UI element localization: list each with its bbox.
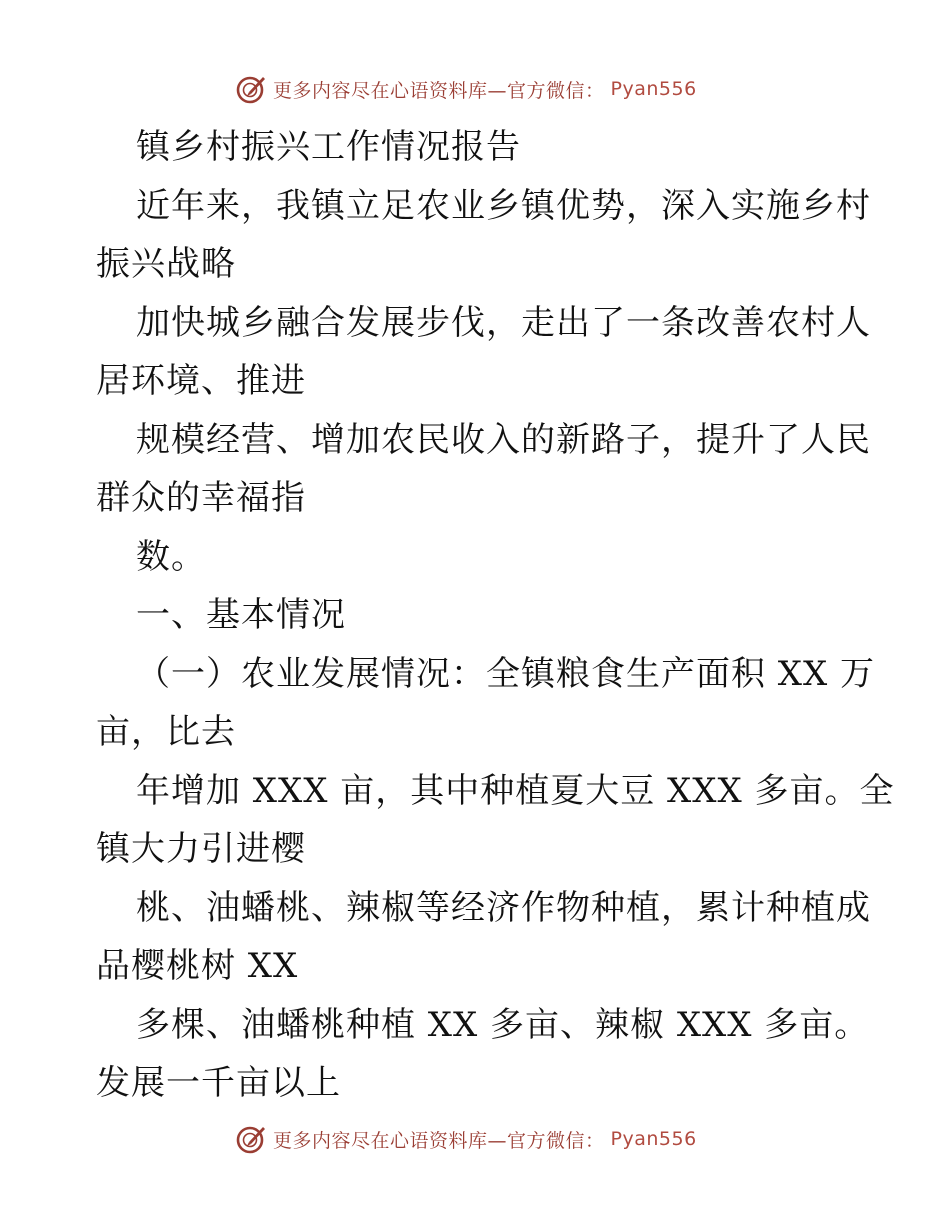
section-heading: 一、基本情况: [136, 595, 346, 635]
watermark-text: 更多内容尽在心语资料库—官方微信：: [273, 79, 605, 102]
paragraph-line: 规模经营、增加农民收入的新路子，提升了人民: [136, 419, 871, 460]
paragraph-line: 数。: [136, 536, 206, 577]
paragraph-line: 亩，比去: [96, 712, 236, 752]
paragraph-line: 桃、油蟠桃、辣椒等经济作物种植，累计种植成: [136, 887, 871, 928]
paragraph-line: 镇大力引进樱: [96, 829, 306, 869]
paragraph-line: 发展一千亩以上: [96, 1063, 341, 1103]
watermark-wechat-id: Pyan556: [610, 1128, 697, 1150]
watermark-wechat-id: Pyan556: [610, 78, 697, 100]
paragraph-line: 年增加 XXX 亩，其中种植夏大豆 XXX 多亩。全: [136, 770, 895, 811]
paragraph-line: 加快城乡融合发展步伐，走出了一条改善农村人: [136, 302, 871, 343]
paragraph-line: 居环境、推进: [96, 361, 306, 401]
paragraph-line: 品樱桃树 XX: [96, 946, 299, 986]
document-body: [96, 118, 895, 1113]
paragraph-line: （一）农业发展情况：全镇粮食生产面积 XX 万: [136, 653, 876, 694]
paragraph-line: 群众的幸福指: [96, 478, 306, 518]
header-watermark: [235, 72, 715, 106]
paragraph-line: 近年来，我镇立足农业乡镇优势，深入实施乡村: [136, 185, 871, 226]
footer-watermark: [235, 1122, 715, 1156]
document-title: 镇乡村振兴工作情况报告: [136, 127, 521, 167]
paragraph-line: 多棵、油蟠桃种植 XX 多亩、辣椒 XXX 多亩。: [136, 1004, 870, 1045]
watermark-text: 更多内容尽在心语资料库—官方微信：: [273, 1129, 605, 1152]
quill-circle-logo-icon: [235, 1123, 267, 1155]
quill-circle-logo-icon: [235, 73, 267, 105]
paragraph-line: 振兴战略: [96, 244, 236, 284]
